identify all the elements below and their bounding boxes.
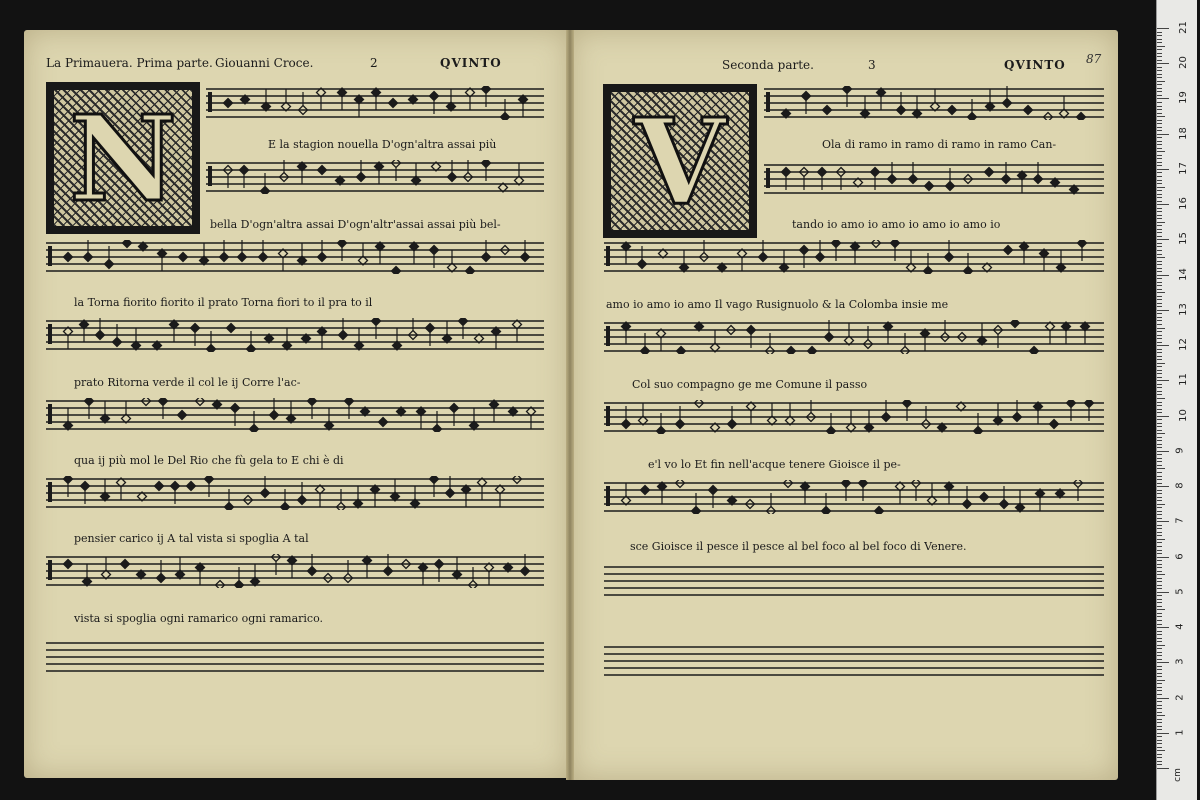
ruler-tick — [1157, 687, 1162, 688]
music-staff — [764, 162, 1104, 196]
ruler-number: 8 — [1174, 482, 1186, 489]
ruler-tick — [1157, 60, 1162, 61]
ruler-tick — [1157, 402, 1162, 403]
ruler-tick — [1157, 613, 1162, 614]
ruler-tick — [1157, 715, 1165, 716]
ruler-number: 10 — [1177, 408, 1189, 422]
ruler-tick — [1157, 320, 1162, 321]
ruler-tick — [1157, 70, 1162, 71]
ruler-tick — [1157, 222, 1165, 223]
ruler-tick — [1157, 373, 1162, 374]
ruler-tick — [1157, 144, 1162, 145]
ruler-tick — [1157, 705, 1162, 706]
ruler-tick — [1157, 169, 1169, 170]
ruler-tick — [1157, 264, 1162, 265]
empty-staff — [46, 640, 544, 674]
ruler-tick — [1157, 560, 1162, 561]
lyric-line: la Torna fiorito fiorito il prato Torna fiori to il pra to il — [74, 296, 373, 309]
ruler-tick — [1157, 239, 1169, 240]
music-staff — [604, 480, 1104, 514]
ruler-tick — [1157, 77, 1162, 78]
ruler-tick — [1157, 694, 1162, 695]
ruler-tick — [1157, 172, 1162, 173]
ruler-tick — [1157, 550, 1162, 551]
ruler-number: 1 — [1174, 729, 1186, 736]
ruler-tick — [1157, 624, 1162, 625]
ruler-tick — [1157, 384, 1162, 385]
ruler-tick — [1157, 430, 1162, 431]
ruler-tick — [1157, 518, 1162, 519]
music-staff — [46, 554, 544, 588]
ruler-tick — [1157, 377, 1162, 378]
ruler-tick — [1157, 722, 1162, 723]
ruler-tick — [1157, 391, 1162, 392]
book-gutter — [566, 30, 574, 780]
music-staff — [46, 318, 544, 352]
ruler-number: 17 — [1177, 162, 1189, 175]
ruler-tick — [1157, 63, 1169, 64]
ruler-tick — [1157, 733, 1169, 734]
ruler-tick — [1157, 497, 1162, 498]
ruler-tick — [1157, 754, 1162, 755]
ruler-number: 19 — [1177, 91, 1189, 105]
ruler-tick — [1157, 289, 1162, 290]
ruler-tick — [1157, 317, 1162, 318]
music-staff — [764, 86, 1104, 120]
decorated-initial-n — [46, 82, 200, 234]
ruler-tick — [1157, 708, 1162, 709]
ruler-tick — [1157, 299, 1162, 300]
ruler-tick — [1157, 662, 1169, 663]
ruler-tick — [1157, 257, 1165, 258]
ruler-tick — [1157, 53, 1162, 54]
ruler-tick — [1157, 225, 1162, 226]
lyric-line: e'l vo lo Et fin nell'acque tenere Gioisce il pe- — [648, 458, 901, 471]
ruler-tick — [1157, 461, 1162, 462]
ruler-tick — [1157, 109, 1162, 110]
ruler-number: 2 — [1174, 693, 1186, 701]
ruler-tick — [1157, 761, 1162, 762]
ruler-tick — [1157, 292, 1165, 293]
ruler-tick — [1157, 750, 1165, 751]
ruler-tick — [1157, 423, 1162, 424]
ruler-tick — [1157, 208, 1162, 209]
ruler-tick — [1157, 638, 1162, 639]
ruler-tick — [1157, 187, 1165, 188]
lyric-line: prato Ritorna verde il col le ij Corre l'ac- — [74, 376, 301, 389]
empty-staff — [604, 644, 1104, 678]
ruler-tick — [1157, 194, 1162, 195]
ruler-tick — [1157, 201, 1162, 202]
ruler-tick — [1157, 84, 1162, 85]
ruler-tick — [1157, 296, 1162, 297]
ruler-number: 14 — [1177, 267, 1189, 281]
ruler-tick — [1157, 567, 1162, 568]
ruler-tick — [1157, 180, 1162, 181]
ruler-tick — [1157, 254, 1162, 255]
ruler-tick — [1157, 493, 1162, 494]
ruler-tick — [1157, 627, 1169, 628]
left-header-title: La Primauera. Prima parte. — [46, 56, 213, 70]
ruler-tick — [1157, 387, 1162, 388]
ruler-tick — [1157, 740, 1162, 741]
music-staff — [46, 476, 544, 510]
left-voice-label: QVINTO — [440, 56, 502, 70]
ruler-tick — [1157, 514, 1162, 515]
ruler-tick — [1157, 211, 1162, 212]
ruler-tick — [1157, 645, 1165, 646]
ruler-tick — [1157, 232, 1162, 233]
ruler-number: 21 — [1177, 21, 1189, 34]
ruler-tick — [1157, 88, 1162, 89]
ruler-tick — [1157, 324, 1162, 325]
ruler-tick — [1157, 743, 1162, 744]
ruler-tick — [1157, 616, 1162, 617]
ruler-tick — [1157, 631, 1162, 632]
ruler-tick — [1157, 204, 1169, 205]
ruler-tick — [1157, 250, 1162, 251]
ruler-tick — [1157, 268, 1162, 269]
ruler-tick — [1157, 486, 1169, 487]
decorated-initial-v — [603, 84, 757, 238]
ruler-tick — [1157, 95, 1162, 96]
ruler-tick — [1157, 42, 1162, 43]
ruler-tick — [1157, 81, 1165, 82]
ruler-tick — [1157, 246, 1162, 247]
ruler-tick — [1157, 176, 1162, 177]
ruler-tick — [1157, 641, 1162, 642]
ruler-tick — [1157, 564, 1162, 565]
ruler-tick — [1157, 606, 1162, 607]
ruler-tick — [1157, 328, 1165, 329]
ruler-tick — [1157, 426, 1162, 427]
ruler-tick — [1157, 701, 1162, 702]
ruler-tick — [1157, 405, 1162, 406]
ruler-tick — [1157, 602, 1162, 603]
ruler-tick — [1157, 595, 1162, 596]
ruler-tick — [1157, 359, 1162, 360]
ruler-tick — [1157, 676, 1162, 677]
ruler-tick — [1157, 546, 1162, 547]
ruler-tick — [1157, 215, 1162, 216]
folio-number: 87 — [1086, 52, 1102, 66]
ruler-tick — [1157, 243, 1162, 244]
lyric-line: sce Gioisce il pesce il pesce al bel foco al bel foco di Venere. — [630, 540, 967, 553]
ruler-tick — [1157, 282, 1162, 283]
ruler-tick — [1157, 648, 1162, 649]
ruler-tick — [1157, 155, 1162, 156]
ruler-tick — [1157, 409, 1162, 410]
ruler-tick — [1157, 338, 1162, 339]
ruler-tick — [1157, 521, 1169, 522]
ruler-tick — [1157, 500, 1162, 501]
ruler-number: 11 — [1177, 373, 1189, 387]
ruler-tick — [1157, 736, 1162, 737]
ruler-tick — [1157, 165, 1162, 166]
ruler-tick — [1157, 74, 1162, 75]
ruler-number: 20 — [1177, 56, 1189, 70]
ruler-tick — [1157, 275, 1169, 276]
ruler-tick — [1157, 437, 1162, 438]
ruler-tick — [1157, 162, 1162, 163]
ruler-tick — [1157, 419, 1162, 420]
ruler-tick — [1157, 158, 1162, 159]
ruler-tick — [1157, 553, 1162, 554]
ruler-tick — [1157, 483, 1162, 484]
ruler-tick — [1157, 490, 1162, 491]
ruler-tick — [1157, 588, 1162, 589]
ruler-tick — [1157, 683, 1162, 684]
ruler-tick — [1157, 599, 1162, 600]
ruler-tick — [1157, 352, 1162, 353]
ruler-tick — [1157, 528, 1162, 529]
ruler-number: 7 — [1174, 517, 1186, 525]
ruler-tick — [1157, 539, 1165, 540]
ruler-tick — [1157, 261, 1162, 262]
ruler-tick — [1157, 310, 1169, 311]
ruler-tick — [1157, 476, 1162, 477]
ruler-tick — [1157, 218, 1162, 219]
ruler-tick — [1157, 507, 1162, 508]
ruler-tick — [1157, 574, 1165, 575]
ruler-tick — [1157, 669, 1162, 670]
ruler-tick — [1157, 91, 1162, 92]
ruler-tick — [1157, 331, 1162, 332]
ruler-tick — [1157, 768, 1169, 769]
ruler-tick — [1157, 39, 1162, 40]
ruler-tick — [1157, 67, 1162, 68]
lyric-line: Ola di ramo in ramo di ramo in ramo Can- — [822, 138, 1057, 151]
ruler-tick — [1157, 571, 1162, 572]
lyric-line: bella D'ogn'altra assai D'ogn'altr'assai assai più bel- — [210, 218, 501, 231]
ruler-tick — [1157, 183, 1162, 184]
ruler-tick — [1157, 581, 1162, 582]
ruler-tick — [1157, 729, 1162, 730]
ruler-number: 12 — [1177, 338, 1189, 352]
ruler-tick — [1157, 479, 1162, 480]
ruler-tick — [1157, 229, 1162, 230]
ruler-tick — [1157, 306, 1162, 307]
ruler-tick — [1157, 451, 1169, 452]
ruler-tick — [1157, 190, 1162, 191]
ruler-tick — [1157, 363, 1165, 364]
ruler-tick — [1157, 592, 1169, 593]
ruler-tick — [1157, 394, 1162, 395]
ruler-tick — [1157, 504, 1165, 505]
initial-letter-n: N — [69, 88, 177, 228]
ruler-tick — [1157, 620, 1162, 621]
ruler-tick — [1157, 511, 1162, 512]
ruler-tick — [1157, 356, 1162, 357]
ruler-tick — [1157, 380, 1169, 381]
ruler-tick — [1157, 271, 1162, 272]
ruler-tick — [1157, 578, 1162, 579]
ruler-tick — [1157, 120, 1162, 121]
ruler-tick — [1157, 335, 1162, 336]
ruler-tick — [1157, 634, 1162, 635]
ruler-tick — [1157, 416, 1169, 417]
ruler-tick — [1157, 712, 1162, 713]
lyric-line: qua ij più mol le Del Rio che fù gela to E chi è di — [74, 454, 344, 467]
ruler-tick — [1157, 113, 1162, 114]
ruler-tick — [1157, 465, 1162, 466]
lyric-line: E la stagion nouella D'ogn'altra assai più — [268, 138, 497, 151]
ruler-tick — [1157, 433, 1165, 434]
ruler-number: 16 — [1177, 197, 1189, 211]
right-header-title: Seconda parte. — [722, 58, 814, 72]
lyric-line: Col suo compagno ge me Comune il passo — [632, 378, 868, 391]
ruler-tick — [1157, 557, 1169, 558]
ruler-number: 3 — [1174, 658, 1186, 665]
ruler-number: 5 — [1174, 588, 1186, 595]
ruler-tick — [1157, 673, 1162, 674]
ruler-tick — [1157, 585, 1162, 586]
ruler-tick — [1157, 102, 1162, 103]
ruler-tick — [1157, 666, 1162, 667]
ruler-tick — [1157, 46, 1165, 47]
ruler-tick — [1157, 472, 1162, 473]
lyric-line: vista si spoglia ogni ramarico ogni ramarico. — [74, 612, 324, 625]
ruler-number: 4 — [1174, 623, 1186, 630]
ruler-tick — [1157, 680, 1165, 681]
ruler-number: 9 — [1174, 447, 1186, 454]
ruler-tick — [1157, 313, 1162, 314]
ruler-tick — [1157, 137, 1162, 138]
ruler-tick — [1157, 659, 1162, 660]
ruler-tick — [1157, 609, 1165, 610]
ruler-tick — [1157, 525, 1162, 526]
ruler-tick — [1157, 98, 1169, 99]
left-header-composer: Giouanni Croce. — [215, 56, 314, 70]
empty-staff — [604, 564, 1104, 598]
lyric-line: amo io amo io amo Il vago Rusignuolo & la Colomba insie me — [606, 298, 949, 311]
ruler-tick — [1157, 278, 1162, 279]
measurement-ruler — [1156, 0, 1197, 800]
ruler-tick — [1157, 440, 1162, 441]
ruler-tick — [1157, 444, 1162, 445]
ruler-tick — [1157, 747, 1162, 748]
ruler-tick — [1157, 141, 1162, 142]
lyric-line: pensier carico ij A tal vista si spoglia A tal — [74, 532, 309, 545]
ruler-tick — [1157, 454, 1162, 455]
ruler-tick — [1157, 116, 1165, 117]
ruler-tick — [1157, 32, 1162, 33]
ruler-tick — [1157, 542, 1162, 543]
ruler-number: 15 — [1177, 232, 1189, 246]
music-staff — [604, 240, 1104, 274]
ruler-tick — [1157, 398, 1165, 399]
left-page-number: 2 — [370, 56, 378, 70]
ruler-tick — [1157, 28, 1169, 29]
ruler-tick — [1157, 468, 1165, 469]
music-staff — [604, 400, 1104, 434]
right-page-number: 3 — [868, 58, 876, 72]
ruler-tick — [1157, 370, 1162, 371]
music-staff — [206, 86, 544, 120]
ruler-tick — [1157, 130, 1162, 131]
ruler-tick — [1157, 345, 1169, 346]
ruler-tick — [1157, 690, 1162, 691]
ruler-tick — [1157, 134, 1169, 135]
ruler-tick — [1157, 49, 1162, 50]
music-staff — [206, 160, 544, 194]
ruler-tick — [1157, 342, 1162, 343]
ruler-number: 13 — [1177, 303, 1189, 316]
ruler-tick — [1157, 535, 1162, 536]
ruler-tick — [1157, 366, 1162, 367]
ruler-tick — [1157, 236, 1162, 237]
lyric-line: tando io amo io amo io amo io amo io — [792, 218, 1001, 231]
ruler-tick — [1157, 285, 1162, 286]
ruler-unit-label: cm — [1172, 768, 1183, 782]
ruler-tick — [1157, 655, 1162, 656]
ruler-tick — [1157, 764, 1162, 765]
ruler-tick — [1157, 123, 1162, 124]
ruler-tick — [1157, 127, 1162, 128]
ruler-tick — [1157, 151, 1165, 152]
ruler-number: 6 — [1174, 552, 1186, 560]
ruler-tick — [1157, 148, 1162, 149]
ruler-tick — [1157, 349, 1162, 350]
ruler-tick — [1157, 197, 1162, 198]
ruler-tick — [1157, 652, 1162, 653]
music-staff — [604, 320, 1104, 354]
ruler-tick — [1157, 56, 1162, 57]
ruler-tick — [1157, 726, 1162, 727]
ruler-tick — [1157, 447, 1162, 448]
music-staff — [46, 240, 544, 274]
ruler-tick — [1157, 106, 1162, 107]
ruler-number: 18 — [1177, 126, 1189, 140]
ruler-tick — [1157, 458, 1162, 459]
initial-letter-v: V — [634, 91, 726, 231]
ruler-tick — [1157, 412, 1162, 413]
ruler-tick — [1157, 303, 1162, 304]
music-staff — [46, 398, 544, 432]
right-voice-label: QVINTO — [1004, 58, 1066, 72]
ruler-tick — [1157, 35, 1162, 36]
ruler-tick — [1157, 698, 1169, 699]
ruler-tick — [1157, 719, 1162, 720]
ruler-tick — [1157, 532, 1162, 533]
ruler-tick — [1157, 757, 1162, 758]
